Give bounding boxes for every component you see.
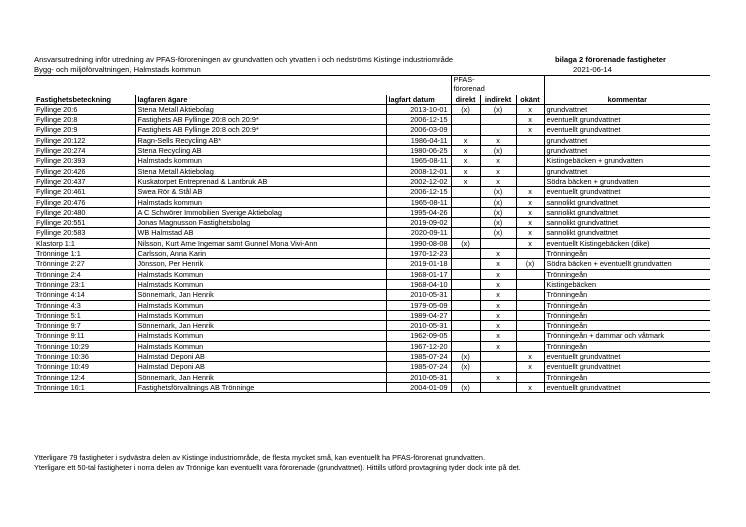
cell-date: 2013-10-01 bbox=[386, 104, 451, 114]
cell-property: Fyllinge 20:437 bbox=[34, 176, 135, 186]
cell-unknown bbox=[516, 300, 544, 310]
cell-owner: Jönsson, Per Henrik bbox=[135, 259, 386, 269]
cell-indirect: x bbox=[480, 259, 516, 269]
document-subtitle: Bygg- och miljöförvaltningen, Halmstads kommun bbox=[34, 65, 201, 74]
cell-date: 2006-03-09 bbox=[386, 125, 451, 135]
cell-owner: Halmstads Kommun bbox=[135, 269, 386, 279]
cell-owner: Sönnemark, Jan Henrik bbox=[135, 290, 386, 300]
cell-property: Fyllinge 20:6 bbox=[34, 104, 135, 114]
cell-indirect: x bbox=[480, 279, 516, 289]
cell-date: 1986-04-11 bbox=[386, 135, 451, 145]
cell-date: 1967-12-20 bbox=[386, 341, 451, 351]
cell-date: 1962-09-05 bbox=[386, 331, 451, 341]
cell-indirect: x bbox=[480, 156, 516, 166]
table-row bbox=[34, 259, 710, 269]
cell-unknown: x bbox=[516, 197, 544, 207]
cell-comment: eventuellt grundvattnet bbox=[544, 187, 710, 197]
col-header-unknown: okänt bbox=[516, 95, 544, 105]
cell-owner: Stena Metall Aktiebolag bbox=[135, 104, 386, 114]
cell-property: Trönninge 16:1 bbox=[34, 382, 135, 392]
cell-comment: Trönningeån bbox=[544, 372, 710, 382]
cell-owner: Fastighetsförvaltnings AB Trönninge bbox=[135, 382, 386, 392]
cell-owner: Halmstads kommun bbox=[135, 156, 386, 166]
cell-direct bbox=[451, 290, 480, 300]
cell-unknown: x bbox=[516, 207, 544, 217]
cell-direct bbox=[451, 125, 480, 135]
cell-date: 1965-08-11 bbox=[386, 156, 451, 166]
cell-property: Klastorp 1:1 bbox=[34, 238, 135, 248]
cell-date: 2010-05-31 bbox=[386, 290, 451, 300]
table-row bbox=[34, 341, 710, 351]
cell-indirect: x bbox=[480, 269, 516, 279]
cell-owner: Swea Rör & Stål AB bbox=[135, 187, 386, 197]
cell-indirect: (x) bbox=[480, 218, 516, 228]
cell-owner: Halmstads Kommun bbox=[135, 310, 386, 320]
table-row bbox=[34, 187, 710, 197]
cell-direct bbox=[451, 218, 480, 228]
cell-unknown bbox=[516, 135, 544, 145]
cell-comment: Trönningeån bbox=[544, 321, 710, 331]
cell-direct: (x) bbox=[451, 362, 480, 372]
cell-property: Fyllinge 20:426 bbox=[34, 166, 135, 176]
cell-owner: Kuskatorpet Entreprenad & Lantbruk AB bbox=[135, 176, 386, 186]
cell-owner: Jonas Magnusson Fastighetsbolag bbox=[135, 218, 386, 228]
cell-direct bbox=[451, 228, 480, 238]
cell-indirect: (x) bbox=[480, 146, 516, 156]
cell-date: 1968-01-17 bbox=[386, 269, 451, 279]
footer-note-2: Yterligare ett 50-tal fastigheter i norra delen av Trönnige kan eventuellt vara förorenade (grundvattnet). Hittills utförd provtagning tyder dock inte på det. bbox=[34, 463, 521, 472]
cell-direct bbox=[451, 187, 480, 197]
cell-owner: Nilsson, Kurt Arne Ingemar samt Gunnel Mona Vivi-Ann bbox=[135, 238, 386, 248]
cell-date: 2002-12-02 bbox=[386, 176, 451, 186]
cell-owner: Stena Recycling AB bbox=[135, 146, 386, 156]
cell-unknown: x bbox=[516, 352, 544, 362]
col-header-direct: direkt bbox=[451, 95, 480, 105]
cell-owner: Halmstads Kommun bbox=[135, 341, 386, 351]
cell-indirect bbox=[480, 125, 516, 135]
cell-direct bbox=[451, 331, 480, 341]
cell-indirect bbox=[480, 362, 516, 372]
cell-comment: eventuellt grundvattnet bbox=[544, 352, 710, 362]
cell-indirect: x bbox=[480, 372, 516, 382]
col-header-comment: kommentar bbox=[544, 95, 710, 105]
table-row bbox=[34, 331, 710, 341]
table-row bbox=[34, 156, 710, 166]
cell-comment: Kistingebäcken + grundvatten bbox=[544, 156, 710, 166]
cell-direct: x bbox=[451, 135, 480, 145]
cell-comment: Trönningeån bbox=[544, 269, 710, 279]
table-row bbox=[34, 310, 710, 320]
cell-unknown bbox=[516, 321, 544, 331]
cell-direct bbox=[451, 197, 480, 207]
table-row bbox=[34, 125, 710, 135]
cell-owner: Halmstad Deponi AB bbox=[135, 362, 386, 372]
cell-comment: sannolikt grundvattnet bbox=[544, 228, 710, 238]
table-row bbox=[34, 176, 710, 186]
cell-property: Fyllinge 20:583 bbox=[34, 228, 135, 238]
cell-property: Trönninge 4:14 bbox=[34, 290, 135, 300]
cell-comment: eventuellt Kistingebäcken (dike) bbox=[544, 238, 710, 248]
footer-note-1: Ytterligare 79 fastigheter i sydvästra delen av Kistinge industriområde, de flesta mycket små, kan eventuellt ha PFAS-förorenat grundvatten. bbox=[34, 453, 486, 462]
cell-property: Trönninge 10:29 bbox=[34, 341, 135, 351]
table-row bbox=[34, 135, 710, 145]
cell-direct bbox=[451, 300, 480, 310]
table-row bbox=[34, 238, 710, 248]
cell-indirect: (x) bbox=[480, 104, 516, 114]
cell-date: 2010-05-31 bbox=[386, 372, 451, 382]
cell-comment: eventuellt grundvattnet bbox=[544, 362, 710, 372]
cell-direct bbox=[451, 279, 480, 289]
cell-property: Fyllinge 20:476 bbox=[34, 197, 135, 207]
cell-unknown: x bbox=[516, 218, 544, 228]
cell-indirect: (x) bbox=[480, 187, 516, 197]
cell-unknown bbox=[516, 279, 544, 289]
cell-indirect: x bbox=[480, 331, 516, 341]
cell-property: Fyllinge 20:461 bbox=[34, 187, 135, 197]
table-row bbox=[34, 300, 710, 310]
table-body bbox=[34, 104, 710, 392]
cell-date: 1970-12-23 bbox=[386, 249, 451, 259]
cell-date: 2008-12-01 bbox=[386, 166, 451, 176]
cell-indirect: x bbox=[480, 341, 516, 351]
cell-direct bbox=[451, 249, 480, 259]
cell-indirect: (x) bbox=[480, 197, 516, 207]
cell-property: Trönninge 9:7 bbox=[34, 321, 135, 331]
col-header-owner: lagfaren ägare bbox=[135, 95, 386, 105]
col-header-date: lagfart datum bbox=[386, 95, 451, 105]
cell-indirect bbox=[480, 238, 516, 248]
cell-owner: WB Halmstad AB bbox=[135, 228, 386, 238]
cell-owner: Stena Metall Aktiebolag bbox=[135, 166, 386, 176]
cell-property: Fyllinge 20:9 bbox=[34, 125, 135, 135]
cell-direct: x bbox=[451, 146, 480, 156]
cell-property: Trönninge 2:4 bbox=[34, 269, 135, 279]
cell-unknown: x bbox=[516, 362, 544, 372]
table-row bbox=[34, 249, 710, 259]
cell-owner: Halmstad Deponi AB bbox=[135, 352, 386, 362]
cell-unknown bbox=[516, 176, 544, 186]
cell-property: Trönninge 9:11 bbox=[34, 331, 135, 341]
cell-indirect: x bbox=[480, 135, 516, 145]
document-date: 2021-06-14 bbox=[573, 65, 612, 74]
cell-date: 2004-01-09 bbox=[386, 382, 451, 392]
cell-direct bbox=[451, 372, 480, 382]
cell-unknown: x bbox=[516, 382, 544, 392]
table-row bbox=[34, 352, 710, 362]
cell-unknown: x bbox=[516, 228, 544, 238]
cell-indirect bbox=[480, 115, 516, 125]
table-row bbox=[34, 269, 710, 279]
cell-owner: Halmstads kommun bbox=[135, 197, 386, 207]
cell-comment: Trönningeån + dammar och våtmark bbox=[544, 331, 710, 341]
cell-indirect: (x) bbox=[480, 207, 516, 217]
cell-comment: sannolikt grundvattnet bbox=[544, 207, 710, 217]
cell-date: 1989-04-27 bbox=[386, 310, 451, 320]
cell-date: 1985-07-24 bbox=[386, 362, 451, 372]
cell-indirect: x bbox=[480, 166, 516, 176]
cell-direct bbox=[451, 341, 480, 351]
cell-date: 1990-08-08 bbox=[386, 238, 451, 248]
cell-owner: Sönnemark, Jan Henrik bbox=[135, 321, 386, 331]
cell-indirect: x bbox=[480, 310, 516, 320]
cell-unknown: x bbox=[516, 115, 544, 125]
cell-unknown: x bbox=[516, 238, 544, 248]
cell-date: 1968-04-10 bbox=[386, 279, 451, 289]
cell-date: 2006-12-15 bbox=[386, 187, 451, 197]
cell-unknown bbox=[516, 249, 544, 259]
cell-comment: Södra bäcken + grundvatten bbox=[544, 176, 710, 186]
table-row bbox=[34, 104, 710, 114]
cell-property: Trönninge 23:1 bbox=[34, 279, 135, 289]
cell-property: Fyllinge 20:393 bbox=[34, 156, 135, 166]
table-row bbox=[34, 115, 710, 125]
cell-comment: grundvattnet bbox=[544, 166, 710, 176]
cell-owner: Fastighets AB Fyllinge 20:8 och 20:9* bbox=[135, 125, 386, 135]
cell-unknown bbox=[516, 156, 544, 166]
cell-property: Trönninge 10:36 bbox=[34, 352, 135, 362]
cell-unknown bbox=[516, 341, 544, 351]
cell-unknown: x bbox=[516, 104, 544, 114]
cell-comment: Trönningeån bbox=[544, 300, 710, 310]
cell-date: 1995-04-26 bbox=[386, 207, 451, 217]
document-title: Ansvarsutredning inför utredning av PFAS-föroreningen av grundvatten och ytvatten i och nedströms Kistinge industriområde bbox=[34, 55, 454, 64]
cell-comment: sannolikt grundvattnet bbox=[544, 197, 710, 207]
table-row bbox=[34, 228, 710, 238]
cell-direct bbox=[451, 115, 480, 125]
cell-direct: (x) bbox=[451, 238, 480, 248]
cell-indirect: x bbox=[480, 290, 516, 300]
cell-owner: Halmstads Kommun bbox=[135, 300, 386, 310]
cell-comment: Södra bäcken + eventuellt grundvatten bbox=[544, 259, 710, 269]
cell-owner: Sönnemark, Jan Henrik bbox=[135, 372, 386, 382]
cell-comment: eventuellt grundvattnet bbox=[544, 125, 710, 135]
cell-owner: Halmstads Kommun bbox=[135, 331, 386, 341]
cell-unknown bbox=[516, 310, 544, 320]
table-row bbox=[34, 279, 710, 289]
cell-direct: x bbox=[451, 166, 480, 176]
cell-unknown: x bbox=[516, 125, 544, 135]
table-row bbox=[34, 321, 710, 331]
cell-property: Trönninge 10:49 bbox=[34, 362, 135, 372]
cell-comment: eventuellt grundvattnet bbox=[544, 115, 710, 125]
cell-indirect: x bbox=[480, 321, 516, 331]
cell-direct bbox=[451, 310, 480, 320]
cell-date: 1979-05-09 bbox=[386, 300, 451, 310]
cell-unknown bbox=[516, 331, 544, 341]
cell-unknown bbox=[516, 372, 544, 382]
table-row bbox=[34, 362, 710, 372]
cell-date: 2020-09-11 bbox=[386, 228, 451, 238]
cell-direct: (x) bbox=[451, 104, 480, 114]
cell-property: Trönninge 5:1 bbox=[34, 310, 135, 320]
cell-direct: (x) bbox=[451, 382, 480, 392]
cell-property: Fyllinge 20:274 bbox=[34, 146, 135, 156]
cell-property: Fyllinge 20:8 bbox=[34, 115, 135, 125]
cell-indirect bbox=[480, 352, 516, 362]
cell-owner: Halmstads Kommun bbox=[135, 279, 386, 289]
cell-property: Trönninge 1:1 bbox=[34, 249, 135, 259]
cell-comment: grundvattnet bbox=[544, 146, 710, 156]
cell-unknown: x bbox=[516, 187, 544, 197]
cell-comment: sannolikt grundvattnet bbox=[544, 218, 710, 228]
cell-date: 2006-12-15 bbox=[386, 115, 451, 125]
cell-comment: Trönningeån bbox=[544, 249, 710, 259]
cell-property: Fyllinge 20:480 bbox=[34, 207, 135, 217]
cell-property: Fyllinge 20:122 bbox=[34, 135, 135, 145]
cell-indirect bbox=[480, 382, 516, 392]
cell-direct bbox=[451, 207, 480, 217]
table-row bbox=[34, 290, 710, 300]
cell-property: Fyllinge 20:551 bbox=[34, 218, 135, 228]
cell-direct: x bbox=[451, 156, 480, 166]
cell-date: 1965-08-11 bbox=[386, 197, 451, 207]
cell-direct bbox=[451, 321, 480, 331]
table-row bbox=[34, 197, 710, 207]
cell-direct bbox=[451, 269, 480, 279]
cell-unknown bbox=[516, 269, 544, 279]
cell-indirect: x bbox=[480, 300, 516, 310]
cell-unknown bbox=[516, 146, 544, 156]
cell-comment: grundvattnet bbox=[544, 135, 710, 145]
cell-property: Trönninge 2:27 bbox=[34, 259, 135, 269]
cell-property: Trönninge 4:3 bbox=[34, 300, 135, 310]
property-table bbox=[34, 75, 710, 393]
cell-comment: Kistingebäcken bbox=[544, 279, 710, 289]
cell-unknown: (x) bbox=[516, 259, 544, 269]
cell-indirect: (x) bbox=[480, 228, 516, 238]
cell-direct: x bbox=[451, 176, 480, 186]
cell-owner: Ragn-Sells Recycling AB* bbox=[135, 135, 386, 145]
cell-indirect: x bbox=[480, 176, 516, 186]
pfas-group-header: PFAS-förorenad bbox=[453, 75, 485, 93]
cell-indirect: x bbox=[480, 249, 516, 259]
cell-comment: Trönningeån bbox=[544, 310, 710, 320]
cell-owner: A C Schwörer Immobilien Sverige Aktiebolag bbox=[135, 207, 386, 217]
cell-date: 1980-06-25 bbox=[386, 146, 451, 156]
cell-owner: Fastighets AB Fyllinge 20:8 och 20:9* bbox=[135, 115, 386, 125]
cell-comment: eventuellt grundvattnet bbox=[544, 382, 710, 392]
cell-comment: Trönningeån bbox=[544, 290, 710, 300]
table-row bbox=[34, 372, 710, 382]
table-row bbox=[34, 146, 710, 156]
cell-unknown bbox=[516, 166, 544, 176]
cell-date: 1985-07-24 bbox=[386, 352, 451, 362]
cell-property: Trönninge 12:4 bbox=[34, 372, 135, 382]
table-row bbox=[34, 207, 710, 217]
cell-direct: (x) bbox=[451, 352, 480, 362]
cell-date: 2019-01-18 bbox=[386, 259, 451, 269]
col-header-property: Fastighetsbeteckning bbox=[34, 95, 135, 105]
cell-comment: grundvattnet bbox=[544, 104, 710, 114]
table-row bbox=[34, 218, 710, 228]
table-row bbox=[34, 166, 710, 176]
cell-direct bbox=[451, 259, 480, 269]
table-row bbox=[34, 382, 710, 392]
cell-owner: Carlsson, Anna Karin bbox=[135, 249, 386, 259]
cell-date: 2010-05-31 bbox=[386, 321, 451, 331]
cell-date: 2019-09-02 bbox=[386, 218, 451, 228]
cell-unknown bbox=[516, 290, 544, 300]
col-header-indirect: indirekt bbox=[480, 95, 516, 105]
appendix-label: bilaga 2 förorenade fastigheter bbox=[555, 55, 666, 64]
cell-comment: Trönningeån bbox=[544, 341, 710, 351]
